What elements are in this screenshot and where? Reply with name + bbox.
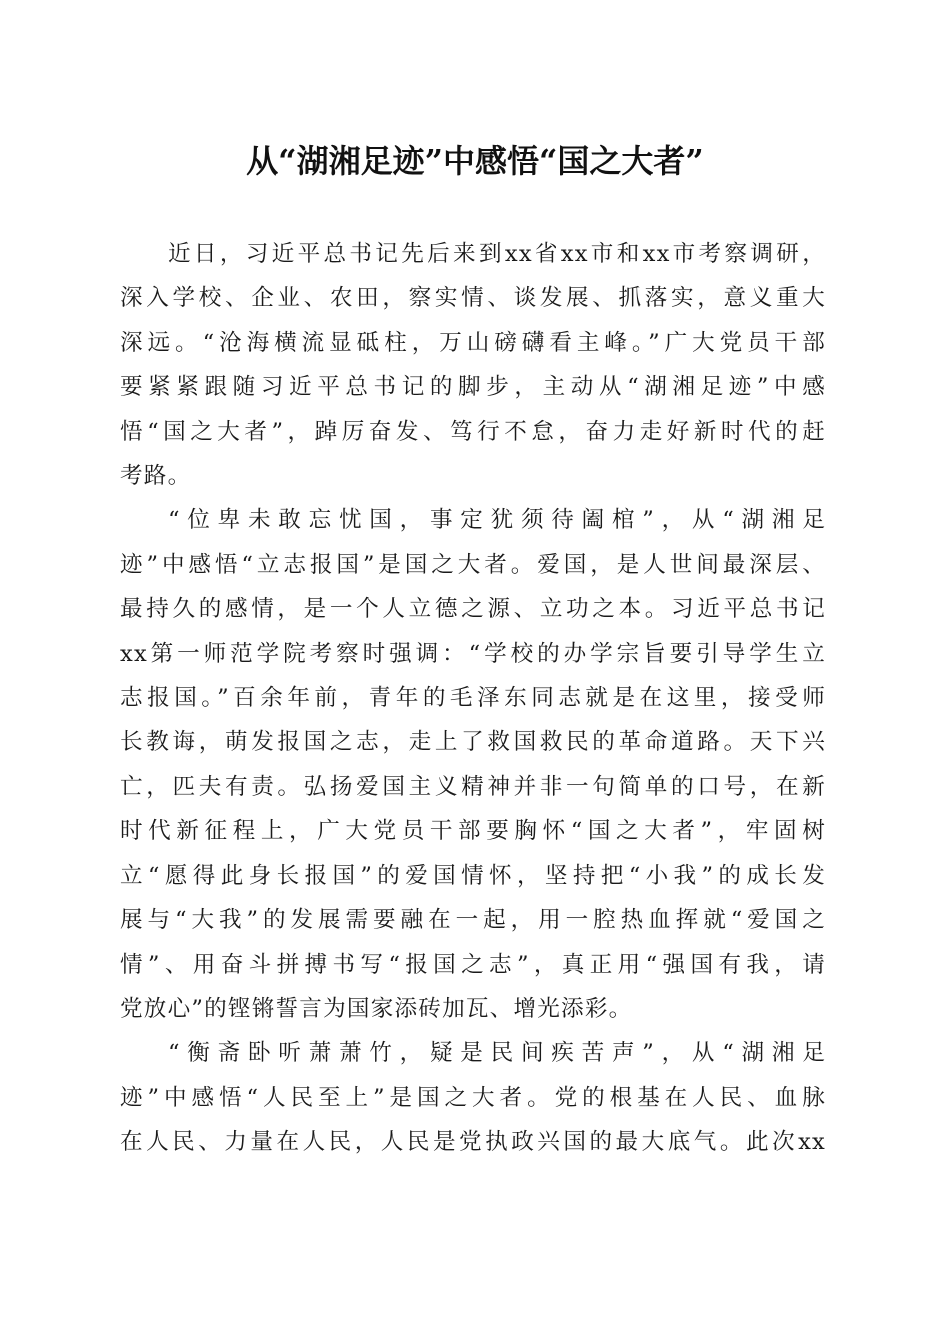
paragraph-line: xx第一师范学院考察时强调：“学校的办学宗旨要引导学生立	[120, 640, 826, 667]
document-body	[120, 232, 826, 1165]
paragraph-line: 在人民、力量在人民，人民是党执政兴国的最大底气。此次xx	[120, 1129, 826, 1156]
paragraph-line: “位卑未敢忘忧国，事定犹须待阖棺”，从“湖湘足	[168, 507, 826, 534]
paragraph-line: 最持久的感情，是一个人立德之源、立功之本。习近平总书记	[120, 596, 826, 623]
paragraph-line: 考路。	[120, 463, 192, 490]
paragraph-line: 迹”中感悟“立志报国”是国之大者。爱国，是人世间最深层、	[120, 551, 826, 578]
paragraph-line: 长教诲，萌发报国之志，走上了救国救民的革命道路。天下兴	[120, 729, 826, 756]
paragraph-line: 深入学校、企业、农田，察实情、谈发展、抓落实，意义重大	[120, 285, 826, 312]
paragraph-line: 情”、用奋斗拼搏书写“报国之志”，真正用“强国有我，请	[120, 951, 826, 978]
paragraph-line: 立“愿得此身长报国”的爱国情怀，坚持把“小我”的成长发	[120, 862, 826, 889]
paragraph-line: 迹”中感悟“人民至上”是国之大者。党的根基在人民、血脉	[120, 1084, 826, 1111]
paragraph-2	[120, 498, 826, 1031]
paragraph-line: 党放心”的铿锵誓言为国家添砖加瓦、增光添彩。	[120, 995, 633, 1022]
paragraph-line: 展与“大我”的发展需要融在一起，用一腔热血挥就“爱国之	[120, 907, 826, 934]
paragraph-1	[120, 232, 826, 498]
paragraph-line: 悟“国之大者”，踔厉奋发、笃行不怠，奋力走好新时代的赶	[120, 418, 826, 445]
paragraph-line: 要紧紧跟随习近平总书记的脚步，主动从“湖湘足迹”中感	[120, 374, 826, 401]
paragraph-line: 深远。“沧海横流显砥柱，万山磅礴看主峰。”广大党员干部	[120, 329, 826, 356]
paragraph-line: 时代新征程上，广大党员干部要胸怀“国之大者”，牢固树	[120, 818, 826, 845]
paragraph-line: “衡斋卧听萧萧竹，疑是民间疾苦声”，从“湖湘足	[168, 1040, 826, 1067]
document-title: 从“湖湘足迹”中感悟“国之大者”	[246, 142, 704, 180]
paragraph-line: 志报国。”百余年前，青年的毛泽东同志就是在这里，接受师	[120, 685, 826, 712]
paragraph-3	[120, 1031, 826, 1164]
paragraph-line: 近日，习近平总书记先后来到xx省xx市和xx市考察调研，	[168, 241, 826, 267]
paragraph-line: 亡，匹夫有责。弘扬爱国主义精神并非一句简单的口号，在新	[120, 773, 826, 800]
